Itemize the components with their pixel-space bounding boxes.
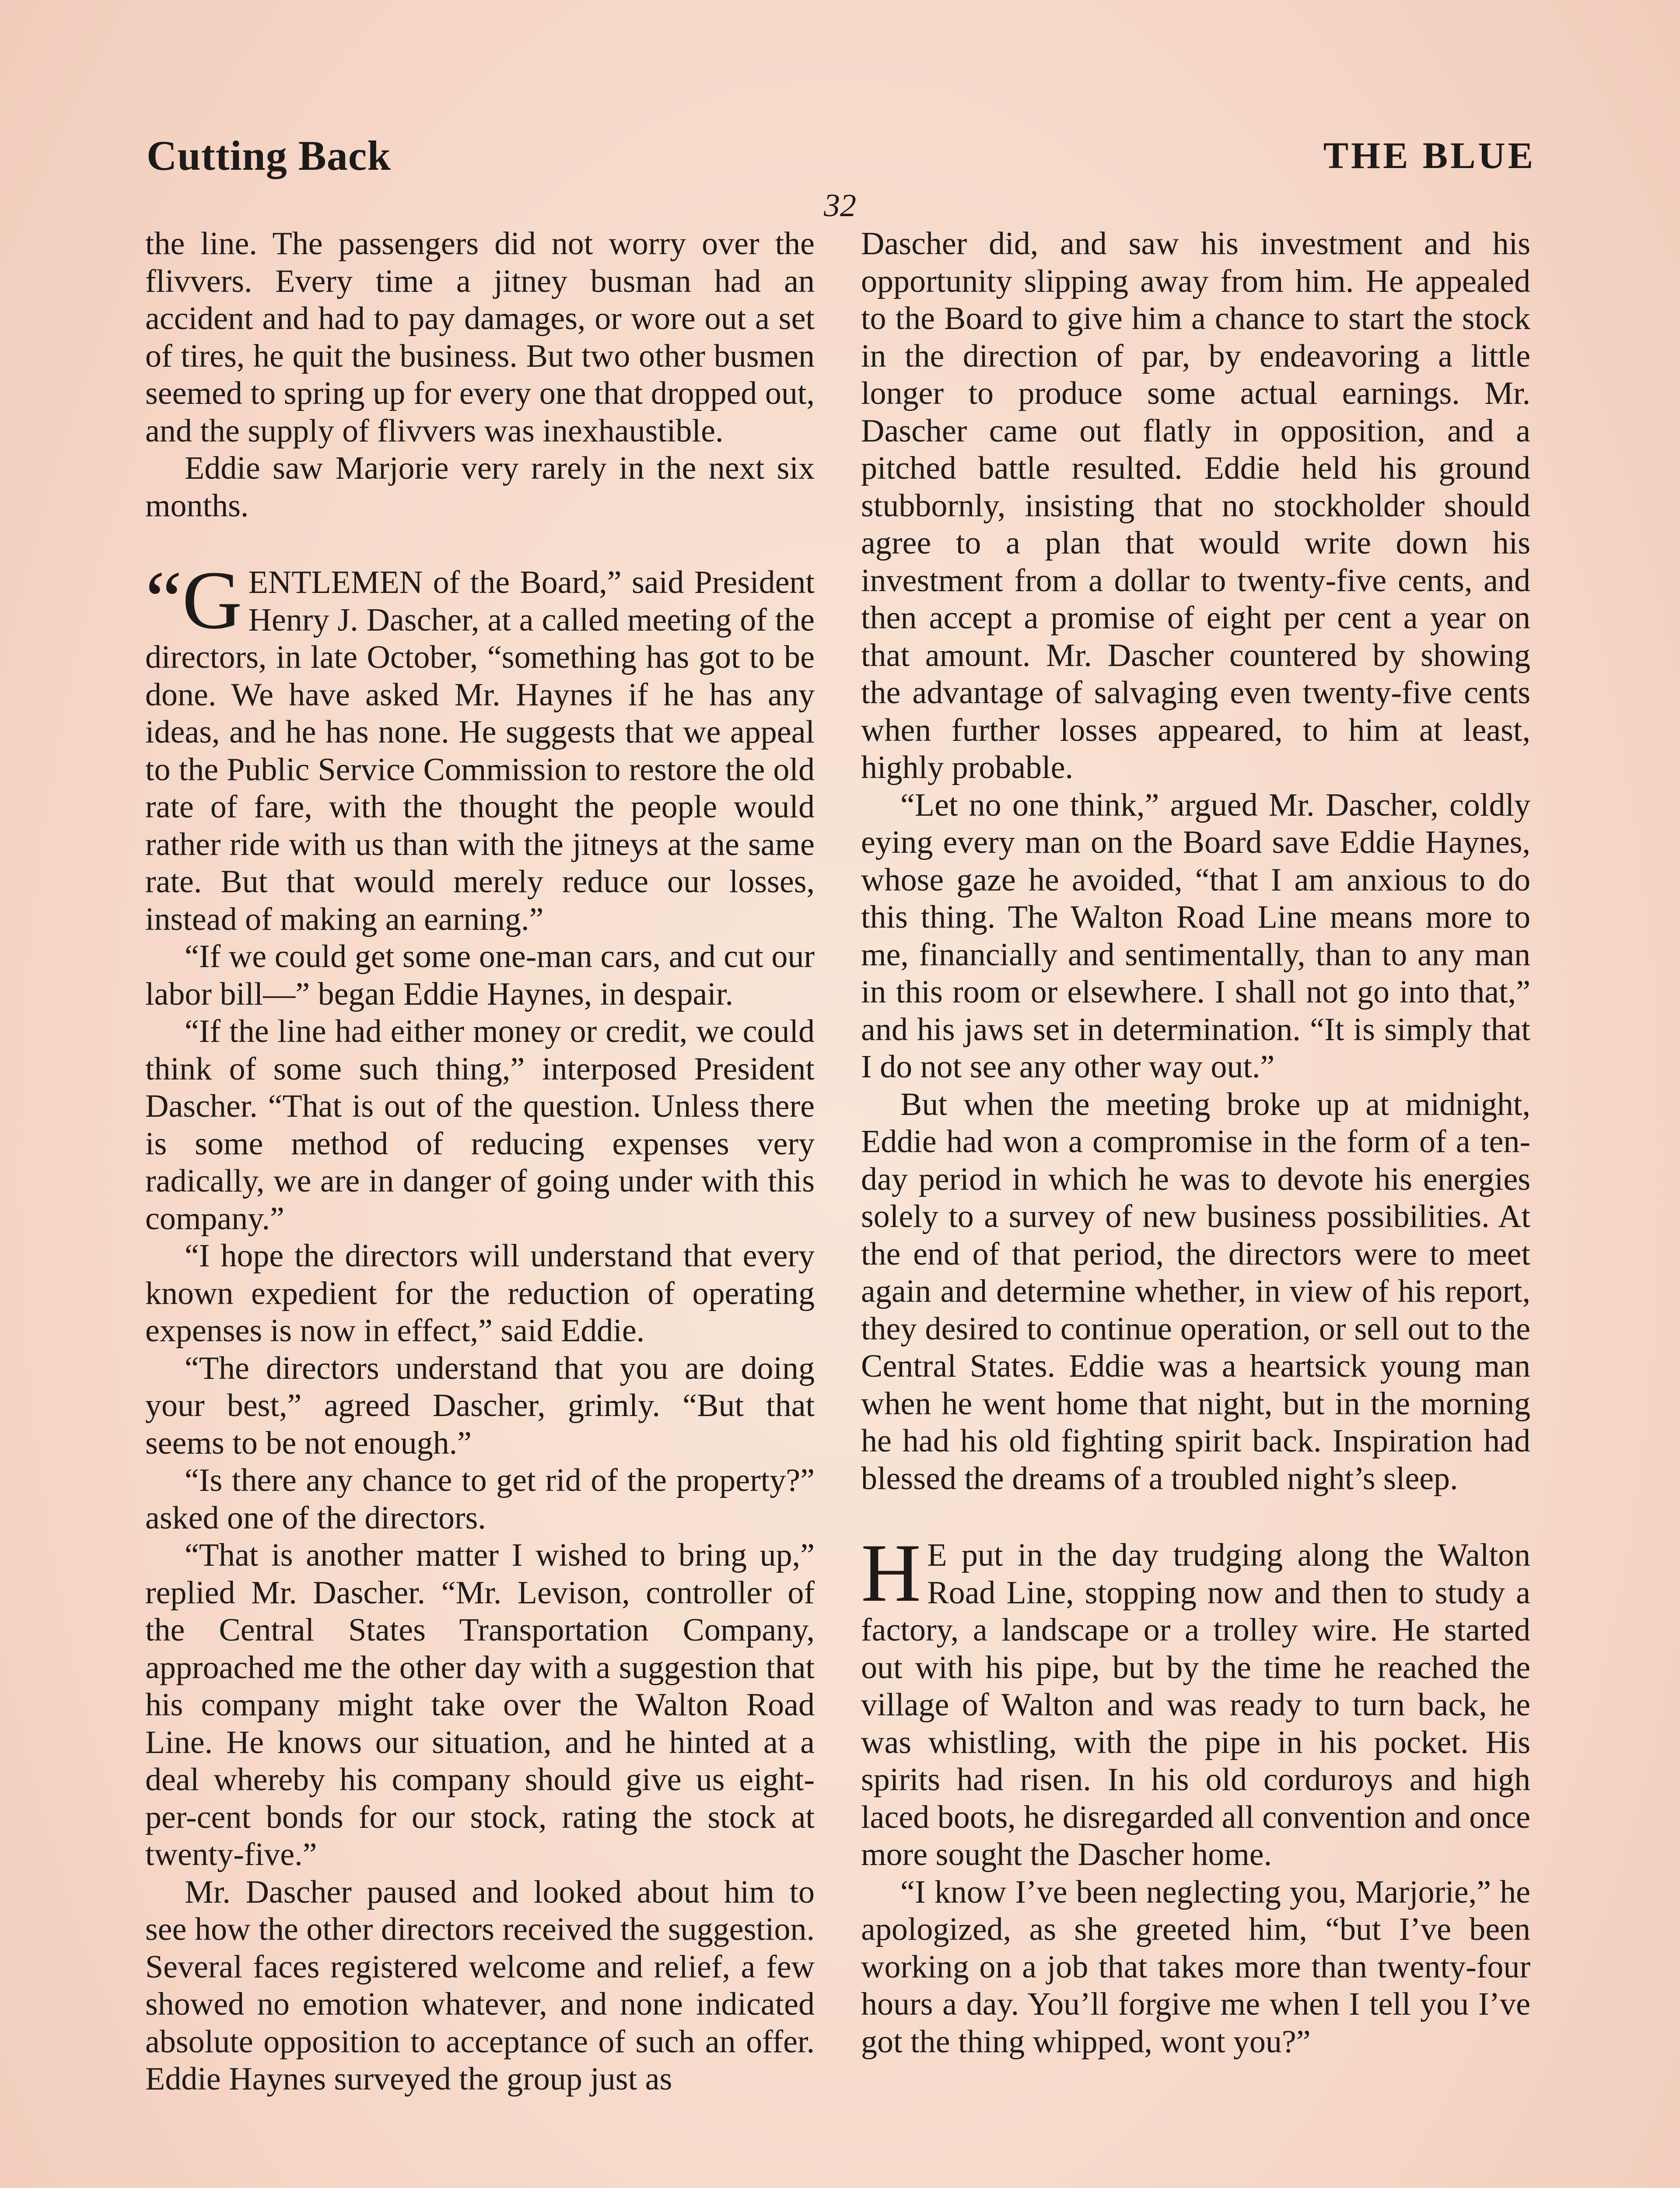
paragraph: “If we could get some one-man cars, and cut our labor bill—” began Eddie Haynes, in despair. <box>145 939 815 1012</box>
drop-cap: H <box>861 1527 921 1619</box>
magazine-title: THE BLUE <box>1323 134 1536 176</box>
section-opening-paragraph <box>861 1527 1530 1874</box>
paragraph: But when the meeting broke up at midnight, Eddie had won a compromise in the form of a ten-day period in which he was to devote his energies solely to a survey of new business possibilities. At the end of that period, the directors were to meet again and determine whether, in view of his report, they desired to continue operation, or sell out to the Central States. Eddie was a heartsick young man when he went home that night, but in the morning he had his old fighting spirit back. Inspiration had blessed the dreams of a troubled night’s sleep. <box>861 1086 1530 1497</box>
left-column <box>145 225 815 2098</box>
paragraph: the line. The passengers did not worry over the flivvers. Every time a jitney busman had an accident and had to pay damages, or wore out a set of tires, he quit the business. But two other busmen seemed to spring up for every one that dropped out, and the supply of flivvers was inexhaustible. <box>145 226 815 449</box>
paragraph: Eddie saw Marjorie very rarely in the next six months. <box>145 450 815 524</box>
paragraph: “If the line had either money or credit, we could think of some such thing,” interposed President Dascher. “That is out of the question. Unless there is some method of reducing expenses very radically, we are in danger of going under with this company.” <box>145 1013 815 1237</box>
section-opening-paragraph <box>145 554 815 938</box>
paragraph: “Is there any chance to get rid of the property?” asked one of the directors. <box>145 1462 815 1536</box>
paragraph: “Let no one think,” argued Mr. Dascher, coldly eying every man on the Board save Eddie Haynes, whose gaze he avoided, “that I am anxious to do this thing. The Walton Road Line means more to me, financially and sentimentally, than to any man in this room or elsewhere. I shall not go into that,” and his jaws set in determination. “It is simply that I do not see any other way out.” <box>861 787 1530 1085</box>
paragraph: “I know I’ve been neglecting you, Marjorie,” he apologized, as she greeted him, “but I’ve been working on a job that takes more than twenty-four hours a day. You’ll forgive me when I tell you I’ve got the thing whipped, wont you?” <box>861 1874 1530 2060</box>
page-number: 32 <box>824 188 856 224</box>
running-title: Cutting Back <box>147 132 391 179</box>
drop-cap: “G <box>145 554 242 646</box>
paragraph: “That is another matter I wished to bring up,” replied Mr. Dascher. “Mr. Levison, controller of the Central States Transportation Company, approached me the other day with a suggestion that his company might take over the Walton Road Line. He knows our situation, and he hinted at a deal whereby his company should give us eight-per-cent bonds for our stock, rating the stock at twenty-five.” <box>145 1537 815 1872</box>
paragraph: Mr. Dascher paused and looked about him to see how the other directors received the suggestion. Several faces registered welcome and relief, a few showed no emotion whatever, and none indicated absolute opposition to acceptance of such an offer. Eddie Haynes surveyed the group just as <box>145 1874 815 2097</box>
right-column <box>861 225 1530 2061</box>
paragraph-text: ENTLEMEN of the Board,” said President Henry J. Dascher, at a called meeting of the directors, in late October, “something has got to be done. We have asked Mr. Haynes if he has any ideas, and he has none. He suggests that we appeal to the Public Service Commission to restore the old rate of fare, with the thought the people would rather ride with us than with the jitneys at the same rate. But that would merely reduce our losses, instead of making an earning.” <box>145 565 815 937</box>
paragraph: “The directors understand that you are doing your best,” agreed Dascher, grimly. “But that seems to be not enough.” <box>145 1350 815 1461</box>
paragraph: “I hope the directors will understand that every known expedient for the reduction of operating expenses is now in effect,” said Eddie. <box>145 1238 815 1349</box>
paragraph-text: E put in the day trudging along the Walton Road Line, stopping now and then to study a factory, a landscape or a trolley wire. He started out with his pipe, but by the time he reached the village of Walton and was ready to turn back, he was whistling, with the pipe in his pocket. His spirits had risen. In his old corduroys and high laced boots, he disregarded all convention and once more sought the Dascher home. <box>861 1537 1530 1872</box>
paragraph: Dascher did, and saw his investment and his opportunity slipping away from him. He appealed to the Board to give him a chance to start the stock in the direction of par, by endeavoring a little longer to produce some actual earnings. Mr. Dascher came out flatly in opposition, and a pitched battle resulted. Eddie held his ground stubbornly, insisting that no stockholder should agree to a plan that would write down his investment from a dollar to twenty-five cents, and then accept a promise of eight per cent a year on that amount. Mr. Dascher countered by showing the advantage of salvaging even twenty-five cents when further losses appeared, to him at least, highly probable. <box>861 226 1530 785</box>
